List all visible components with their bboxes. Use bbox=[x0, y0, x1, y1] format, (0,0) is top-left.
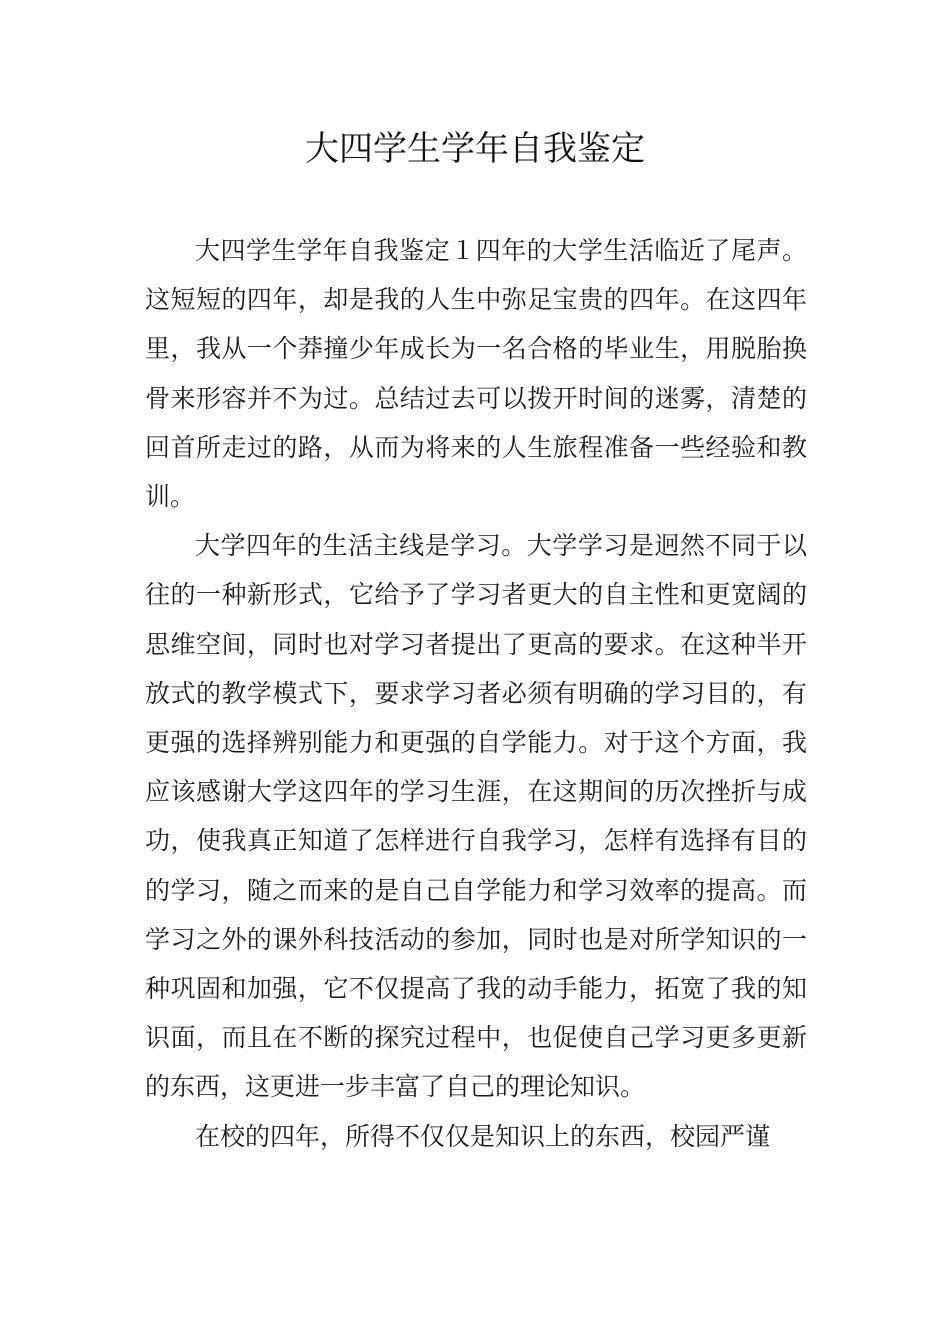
document-title: 大四学生学年自我鉴定 bbox=[305, 129, 645, 169]
paragraph: 在校的四年，所得不仅仅是知识上的东西，校园严谨 bbox=[195, 1121, 771, 1151]
paragraph: 大学四年的生活主线是学习。大学学习是迥然不同于以往的一种新形式，它给予了学习者更大的自主性和更宽阔的思维空间，同时也对学习者提出了更高的要求。在这种半开放式的教学模式下，要求学习者必须有明确的学习目的，有更强的选择辨别能力和更强的自学能力。对于这个方面，我应该感谢大学这四年的学习生涯，在这期间的历次挫折与成功，使我真正知道了怎样进行自我学习，怎样有选择有目的的学习，随之而来的是自己自学能力和学习效率的提高。而学习之外的课外科技活动的参加，同时也是对所学知识的一种巩固和加强，它不仅提高了我的动手能力，拓宽了我的知识面，而且在不断的探究过程中，也促使自己学习更多更新的东西，这更进一步丰富了自己的理论知识。 bbox=[145, 531, 807, 1102]
paragraph: 大四学生学年自我鉴定１四年的大学生活临近了尾声。这短短的四年，却是我的人生中弥足宝贵的四年。在这四年里，我从一个莽撞少年成长为一名合格的毕业生，用脱胎换骨来形容并不为过。总结过去可以拨开时间的迷雾，清楚的回首所走过的路，从而为将来的人生旅程准备一些经验和教训。 bbox=[145, 236, 807, 512]
document-body bbox=[145, 226, 807, 1161]
